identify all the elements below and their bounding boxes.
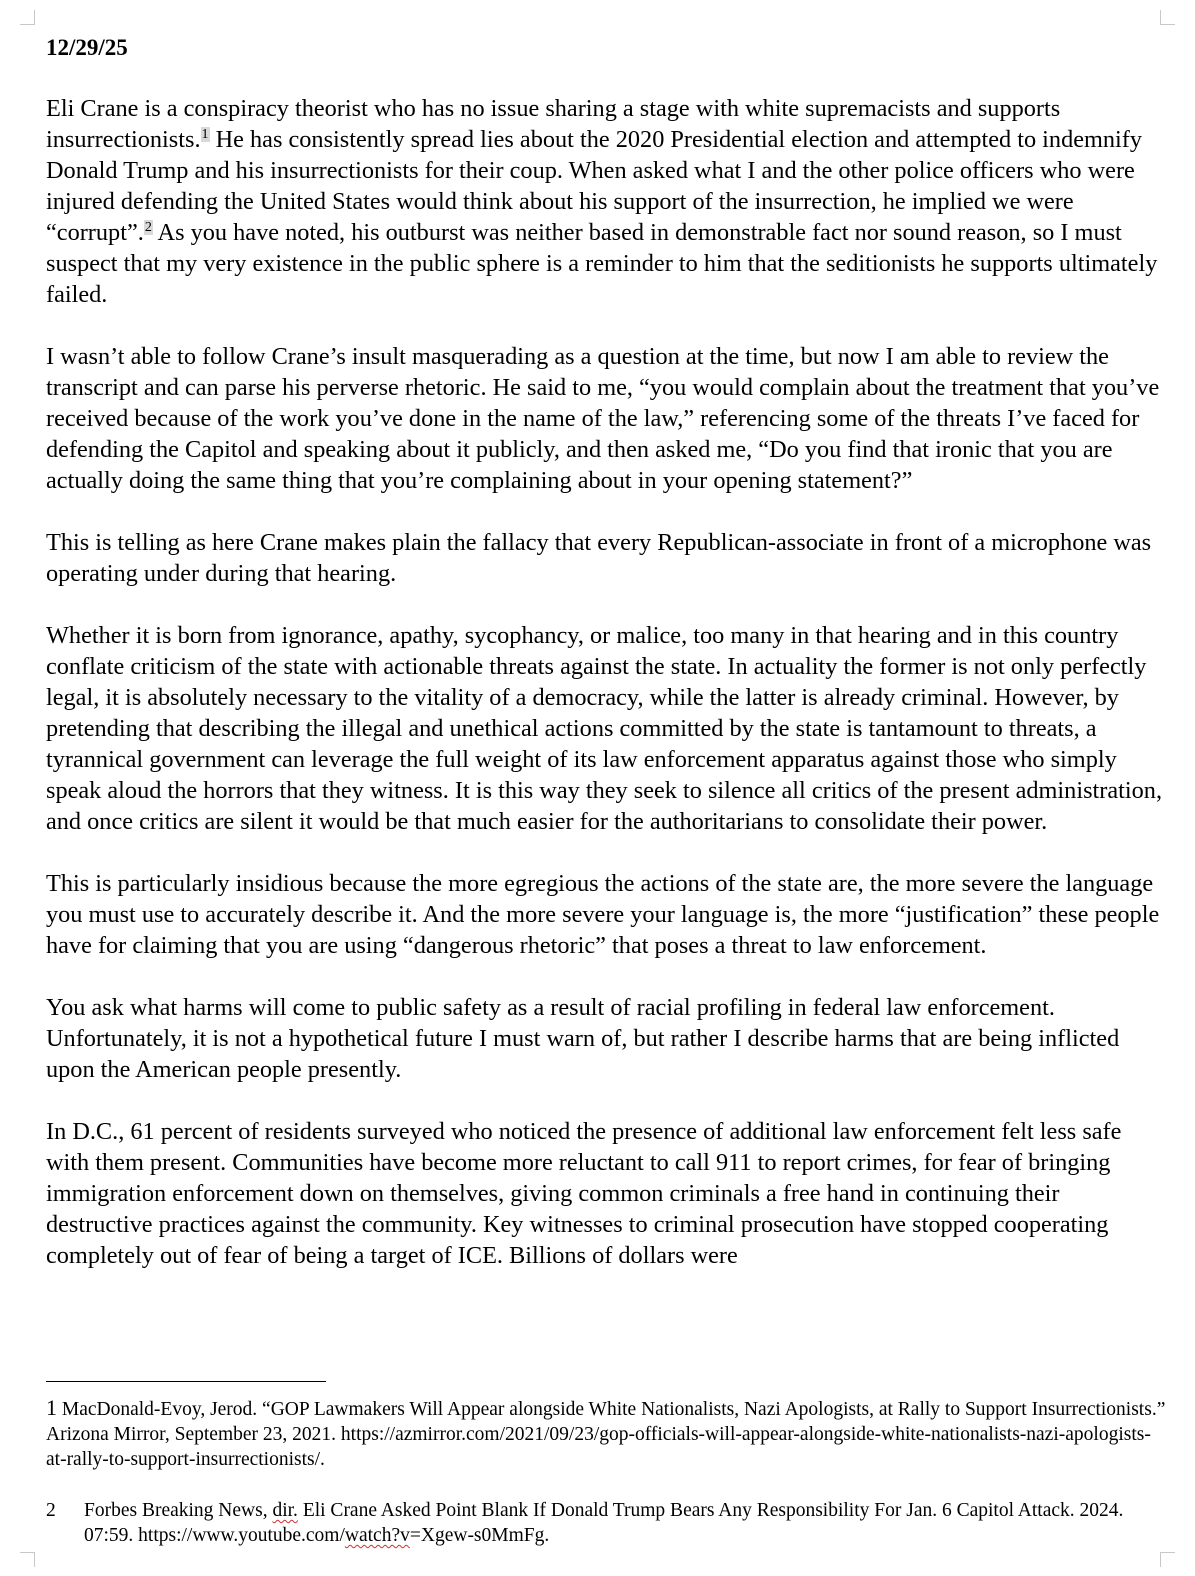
- paragraph-4: Whether it is born from ignorance, apathy, sycophancy, or malice, too many in that hearing and in this country conflate criticism of the state with actionable threats against the state. In actuality the former is not only perfectly legal, it is absolutely necessary to the vitality of a democracy, while the latter is already criminal. However, by pretending that describing the illegal and unethical actions committed by the state is tantamount to threats, a tyrannical government can leverage the full weight of its law enforcement apparatus against those who simply speak aloud the horrors that they witness. It is this way they seek to silence all critics of the present administration, and once critics are silent it would be that much easier for the authoritarians to consolidate their power.: [46, 622, 1163, 835]
- footnote-2-url-b[interactable]: watch?v: [344, 1525, 410, 1546]
- footnotes-area[interactable]: [46, 1395, 1166, 1548]
- page-corner-mark-bottom-right: [1160, 1552, 1175, 1567]
- paragraph-1-text-b: He has consistently spread lies about the 2020 Presidential election and attempted to indemnify Donald Trump and his insurrectionists for their coup. When asked what I and the other police officers who were injured defending the United States would think about his support of the insurrection, he implied we were “corrupt”.: [46, 126, 1143, 246]
- page-corner-mark-bottom-left: [20, 1552, 35, 1567]
- footnote-2-text-b: Eli Crane Asked Point Blank If Donald Trump Bears Any Responsibility For Jan. 6 Capitol Attack. 2024. 07:59.: [84, 1500, 1124, 1546]
- page-corner-mark-top-right: [1160, 10, 1175, 25]
- footnote-2-text-a: Forbes Breaking News,: [84, 1500, 273, 1521]
- footnote-reference-2[interactable]: 2: [144, 220, 152, 235]
- footnote-1: [46, 1395, 1166, 1472]
- footnote-1-text: MacDonald-Evoy, Jerod. “GOP Lawmakers Will Appear alongside White Nationalists, Nazi Apologists, at Rally to Support Insurrectionists.” Arizona Mirror, September 23, 2021. https://azmirror.com/2021/09/23/gop-officials-will-appear-alongside-white-nationalists-nazi-apologists-at-rally-to-support-insurrectionists/.: [46, 1399, 1166, 1470]
- page-corner-mark-top-left: [20, 10, 35, 25]
- footnote-separator: [46, 1381, 326, 1382]
- paragraph-3: This is telling as here Crane makes plain the fallacy that every Republican-associate in front of a microphone was operating under during that hearing.: [46, 529, 1152, 587]
- paragraph-2: I wasn’t able to follow Crane’s insult masquerading as a question at the time, but now I am able to review the transcript and can parse his perverse rhetoric. He said to me, “you would complain about the treatment that you’ve received because of the work you’ve done in the name of the law,” referencing some of the threats I’ve faced for defending the Capitol and speaking about it publicly, and then asked me, “Do you find that ironic that you are actually doing the same thing that you’re complaining about in your opening statement?”: [46, 343, 1160, 494]
- document-body[interactable]: [46, 32, 1164, 1271]
- footnote-2-url-a[interactable]: https://www.youtube.com/: [138, 1525, 345, 1546]
- footnote-1-number: 1: [46, 1395, 57, 1420]
- document-date: 12/29/25: [46, 35, 128, 60]
- footnote-reference-1[interactable]: 1: [201, 127, 209, 142]
- footnote-2-number: 2: [46, 1500, 56, 1521]
- footnote-2-dir: dir.: [272, 1500, 298, 1521]
- paragraph-7: In D.C., 61 percent of residents surveyed who noticed the presence of additional law enforcement felt less safe with them present. Communities have become more reluctant to call 911 to report crimes, for fear of bringing immigration enforcement down on themselves, giving common criminals a free hand in continuing their destructive practices against the community. Key witnesses to criminal prosecution have stopped cooperating completely out of fear of being a target of ICE. Billions of dollars were: [46, 1118, 1122, 1269]
- paragraph-1: [46, 93, 1164, 310]
- paragraph-1-text-c: As you have noted, his outburst was neither based in demonstrable fact nor sound reason, so I must suspect that my very existence in the public sphere is a reminder to him that the seditionists he supports ultimately failed.: [46, 219, 1158, 308]
- footnote-2-url-c[interactable]: =Xgew-s0MmFg.: [409, 1525, 550, 1546]
- paragraph-6: You ask what harms will come to public safety as a result of racial profiling in federal law enforcement. Unfortunately, it is not a hypothetical future I must warn of, but rather I describe harms that are being inflicted upon the American people presently.: [46, 994, 1120, 1083]
- paragraph-1-text-a: Eli Crane is a conspiracy theorist who has no issue sharing a stage with white supremacists and supports insurrectionists.: [46, 95, 1061, 153]
- footnote-2: [46, 1498, 1166, 1548]
- paragraph-5: This is particularly insidious because the more egregious the actions of the state are, the more severe the language you must use to accurately describe it. And the more severe your language is, the more “justification” these people have for claiming that you are using “dangerous rhetoric” that poses a threat to law enforcement.: [46, 870, 1160, 959]
